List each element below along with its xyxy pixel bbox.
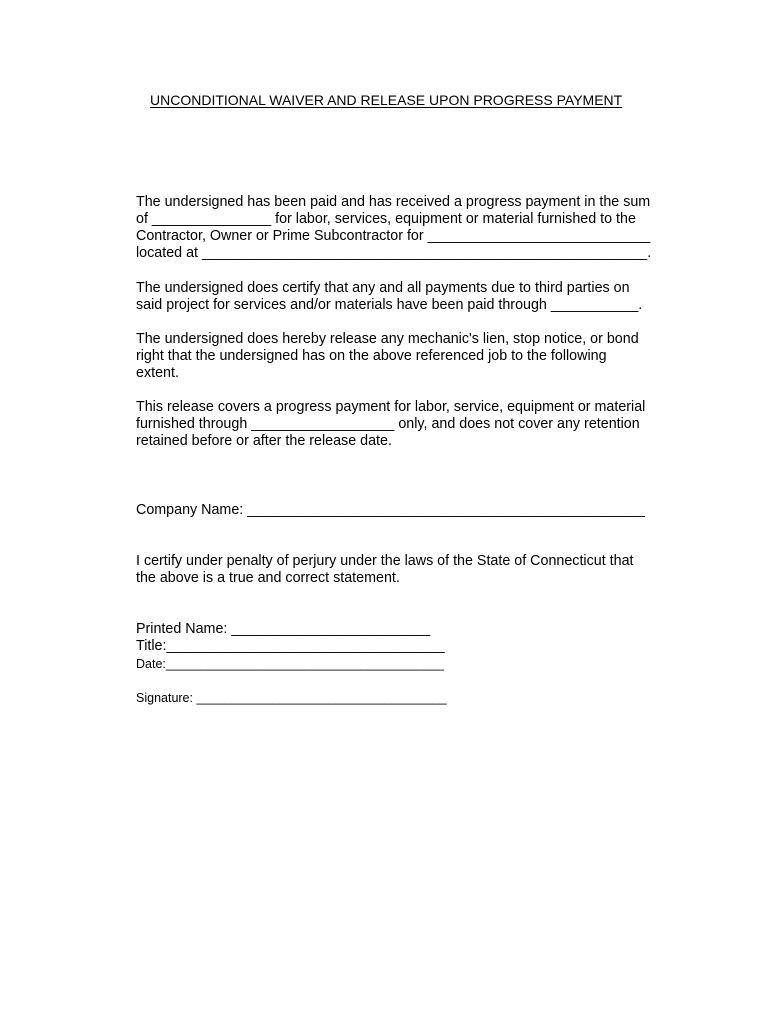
paragraph-1-line-3: Contractor, Owner or Prime Subcontractor for ____________________________ [136,228,651,244]
paragraph-1-line-2: of _______________ for labor, services, equipment or material furnished to the [136,211,636,227]
paragraph-3-line-1: The undersigned does hereby release any mechanic's lien, stop notice, or bond [136,331,639,347]
certification-line-1: I certify under penalty of perjury under the laws of the State of Connecticut that [136,553,634,569]
paragraph-3-line-3: extent. [136,365,179,381]
paragraph-4-line-2: furnished through __________________ only, and does not cover any retention [136,416,640,432]
document-title: UNCONDITIONAL WAIVER AND RELEASE UPON PROGRESS PAYMENT [150,92,623,108]
paragraph-3-line-2: right that the undersigned has on the above referenced job to the following [136,348,607,364]
certification-line-2: the above is a true and correct statement. [136,570,400,586]
printed-name-field: Printed Name: _________________________ [136,621,431,637]
company-name-field: Company Name: __________________________________________________ [136,502,645,518]
paragraph-4-line-1: This release covers a progress payment for labor, service, equipment or material [136,399,646,415]
title-field: Title:___________________________________ [136,638,445,654]
paragraph-2-line-2: said project for services and/or materials have been paid through ___________. [136,297,643,313]
date-field: Date:________________________________________ [136,657,444,671]
paragraph-4-line-3: retained before or after the release date. [136,433,392,449]
signature-field: Signature: ____________________________________ [136,691,447,705]
paragraph-2-line-1: The undersigned does certify that any and all payments due to third parties on [136,280,630,296]
paragraph-1-line-4: located at ________________________________________________________. [136,245,652,261]
paragraph-1-line-1: The undersigned has been paid and has received a progress payment in the sum [136,194,651,210]
